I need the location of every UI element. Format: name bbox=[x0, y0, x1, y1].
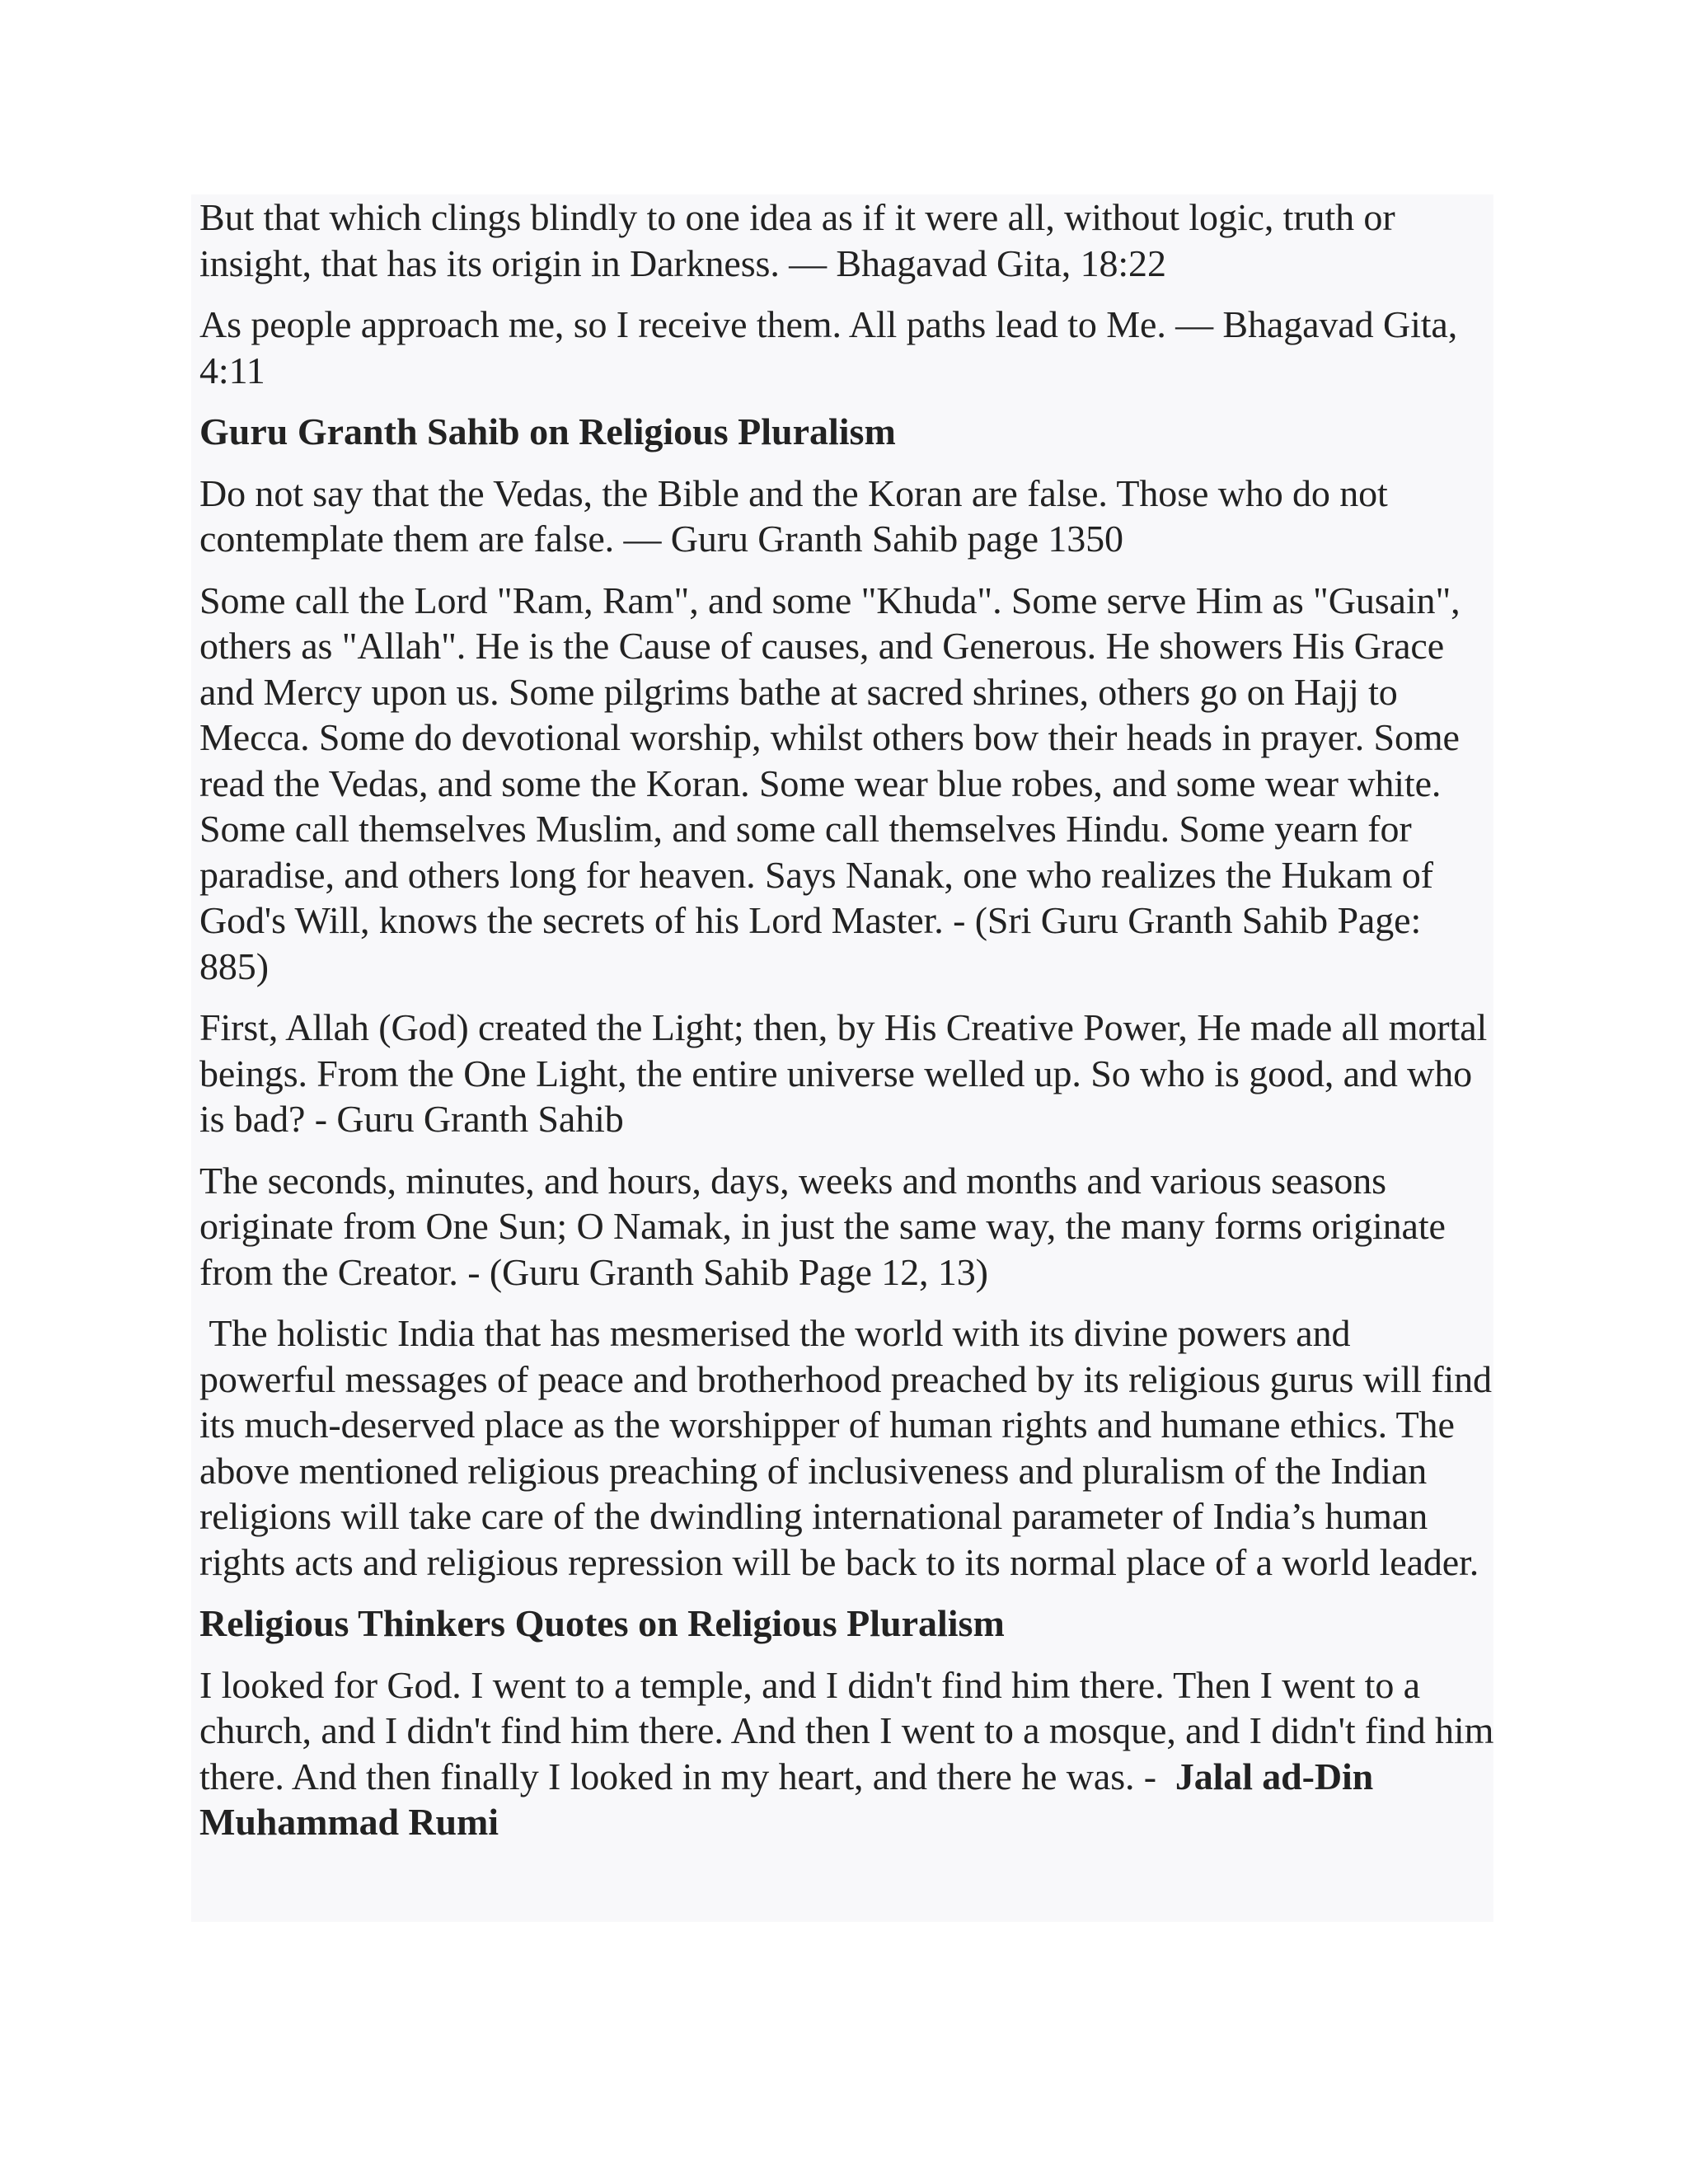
quote-bhagavad-gita-4-11: As people approach me, so I receive them. All paths lead to Me. — Bhagavad Gita, 4:11 bbox=[199, 303, 1458, 391]
quote-rumi-text: I looked for God. I went to a temple, and I didn't find him there. Then I went to a church, and I didn't find him there. And then I went to a mosque, and I didn't find him there. And then finally I looked in my heart, and there he was. - bbox=[199, 1663, 1503, 1797]
quote-guru-granth-sahib-12-13: The seconds, minutes, and hours, days, weeks and months and various seasons originate from One Sun; O Namak, in just the same way, the many forms originate from the Creator. - (Guru Granth Sahib Page 12, 13) bbox=[199, 1159, 1446, 1293]
quote-rumi-attribution: Jalal ad-Din Muhammad Rumi bbox=[199, 1755, 1383, 1843]
section-heading-guru-granth-sahib: Guru Granth Sahib on Religious Pluralism bbox=[199, 410, 896, 452]
quote-bhagavad-gita-18-22: But that which clings blindly to one idea as if it were all, without logic, truth or insight, that has its origin in Darkness. — Bhagavad Gita, 18:22 bbox=[199, 196, 1395, 284]
quote-guru-granth-sahib-885: Some call the Lord "Ram, Ram", and some "Khuda". Some serve Him as "Gusain", others as "Allah". He is the Cause of causes, and Generous. He showers His Grace and Mercy upon us. Some pilgrims bathe at sacred shrines, others go on Hajj to Mecca. Some do devotional worship, whilst others bow their heads in prayer. Some read the Vedas, and some the Koran. Some wear blue robes, and some wear white. Some call themselves Muslim, and some call themselves Hindu. Some yearn for paradise, and others long for heaven. Says Nanak, one who realizes the Hukam of God's Will, knows the secrets of his Lord Master. - (Sri Guru Granth Sahib Page: 885) bbox=[199, 579, 1461, 987]
content-block bbox=[191, 194, 1503, 1922]
quote-rumi bbox=[199, 1662, 1503, 1845]
content-text bbox=[199, 194, 1503, 1861]
commentary-paragraph: The holistic India that has mesmerised the world with its divine powers and powerful messages of peace and brotherhood preached by its religious gurus will find its much-deserved place as the worshipper of human rights and humane ethics. The above mentioned religious preaching of inclusiveness and pluralism of the Indian religions will take care of the dwindling international parameter of India’s human rights acts and religious repression will be back to its normal place of a world leader. bbox=[199, 1312, 1502, 1583]
quote-guru-granth-sahib-light: First, Allah (God) created the Light; then, by His Creative Power, He made all mortal beings. From the One Light, the entire universe welled up. So who is good, and who is bad? - Guru Granth Sahib bbox=[199, 1006, 1488, 1140]
quote-guru-granth-sahib-1350: Do not say that the Vedas, the Bible and the Koran are false. Those who do not contemplate them are false. — Guru Granth Sahib page 1350 bbox=[199, 471, 1388, 560]
section-heading-religious-thinkers: Religious Thinkers Quotes on Religious Pluralism bbox=[199, 1602, 1005, 1644]
